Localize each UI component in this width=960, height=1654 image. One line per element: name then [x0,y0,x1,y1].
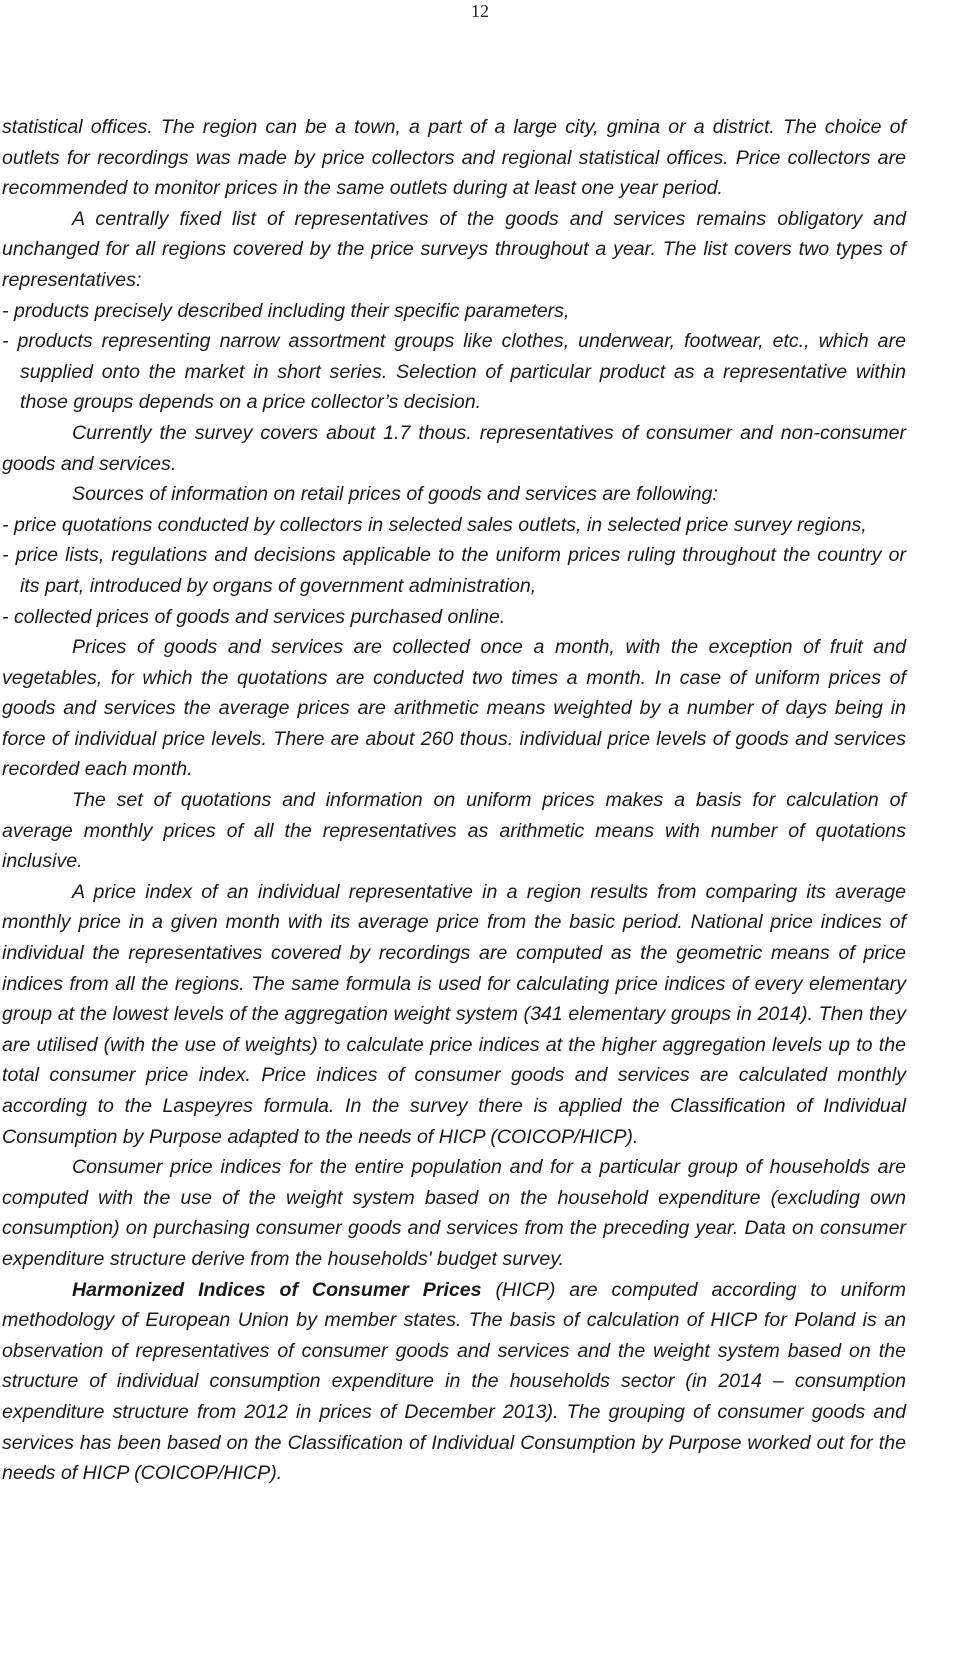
hicp-bold-term: Harmonized Indices of Consumer Prices [72,1278,482,1301]
paragraph-sources-intro: Sources of information on retail prices of goods and services are following: [72,483,718,506]
paragraph-survey-coverage: Currently the survey covers about 1.7 thous. representatives of consumer and non-consumer goods and services. [2,421,906,475]
body-text [2,112,906,1489]
list-item-online-prices: - collected prices of goods and services purchased online. [2,605,506,628]
page-number: 12 [471,1,489,21]
paragraph-consumer-price-indices: Consumer price indices for the entire population and for a particular group of households are computed with the use of the weight system based on the household expenditure (excluding own consumption) on purchasing consumer goods and services from the preceding year. Data on consumer expenditure structure derive from the households' budget survey. [2,1156,906,1270]
paragraph-statistical-offices: statistical offices. The region can be a town, a part of a large city, gmina or a district. The choice of outlets for recordings was made by price collectors and regional statistical offices. Price collectors are recommended to monitor prices in the same outlets during at least one year period. [2,116,906,200]
paragraph-representatives-list: A centrally fixed list of representatives of the goods and services remains obligatory and unchanged for all regions covered by the price surveys throughout a year. The list covers two types of representatives: [2,207,906,291]
list-item-price-quotations: - price quotations conducted by collectors in selected sales outlets, in selected price survey regions, [2,513,867,536]
list-item-products-described: - products precisely described including their specific parameters, [2,299,570,322]
hicp-text: (HICP) are computed according to uniform methodology of European Union by member states. The basis of calculation of HICP for Poland is an observation of representatives of consumer goods and services and the weight system based on the structure of individual consumption expenditure in the households sector (in 2014 – consumption expenditure structure from 2012 in prices of December 2013). The grouping of consumer goods and services has been based on the Classification of Individual Consumption by Purpose worked out for the needs of HICP (COICOP/HICP). [2,1278,906,1485]
paragraph-price-index: A price index of an individual representative in a region results from comparing its average monthly price in a given month with its average price from the basic period. National price indices of individual the representatives covered by recordings are computed as the geometric means of price indices from all the regions. The same formula is used for calculating price indices of every elementary group at the lowest levels of the aggregation weight system (341 elementary groups in 2014). Then they are utilised (with the use of weights) to calculate price indices at the higher aggregation levels up to the total consumer price index. Price indices of consumer goods and services are calculated monthly according to the Laspeyres formula. In the survey there is applied the Classification of Individual Consumption by Purpose adapted to the needs of HICP (COICOP/HICP). [2,880,906,1148]
list-item-price-lists: - price lists, regulations and decisions applicable to the uniform prices ruling throughout the country or its part, introduced by organs of government administration, [2,544,906,597]
paragraph-average-prices: The set of quotations and information on uniform prices makes a basis for calculation of average monthly prices of all the representatives as arithmetic means with number of quotations inclusive. [2,789,906,873]
paragraph-hicp [2,1275,906,1489]
paragraph-collection-frequency: Prices of goods and services are collected once a month, with the exception of fruit and vegetables, for which the quotations are conducted two times a month. In case of uniform prices of goods and services the average prices are arithmetic means weighted by a number of days being in force of individual price levels. There are about 260 thous. individual price levels of goods and services recorded each month. [2,636,906,781]
list-item-products-assortment: - products representing narrow assortment groups like clothes, underwear, footwear, etc., which are supplied onto the market in short series. Selection of particular product as a representative within those groups depends on a price collector’s decision. [2,330,906,414]
